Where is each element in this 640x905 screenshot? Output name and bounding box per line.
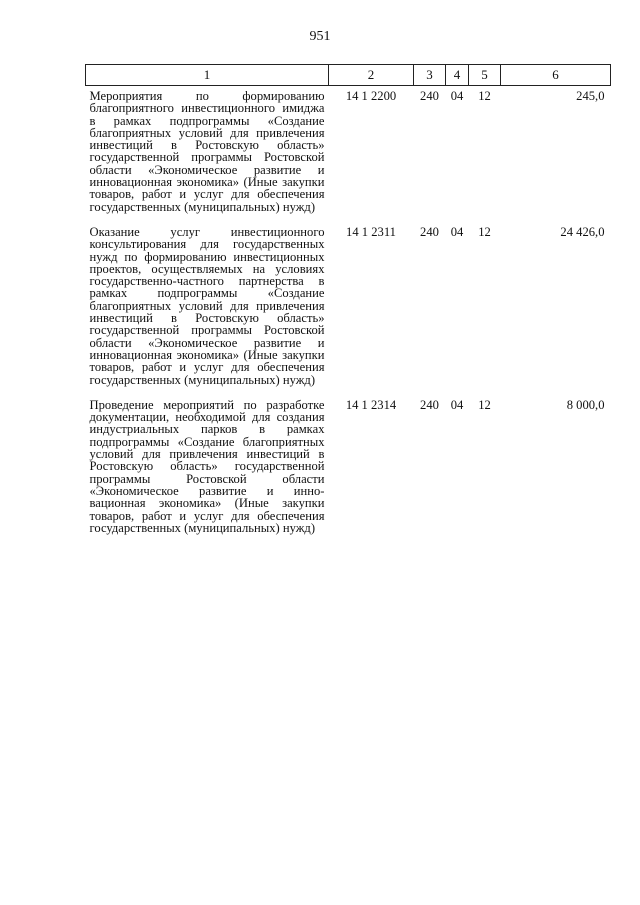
page-number: 951 — [309, 29, 331, 44]
row-code: 14 1 2314 — [345, 397, 397, 412]
row-code: 14 1 2311 — [346, 224, 396, 239]
row-subsection: 12 — [478, 224, 491, 239]
table-row — [86, 86, 611, 226]
budget-table — [85, 64, 611, 538]
row-amount: 24 426,0 — [560, 224, 605, 239]
table-header-row — [86, 65, 611, 86]
table-row — [86, 399, 611, 538]
column-header-2: 2 — [329, 65, 414, 86]
column-header-6: 6 — [501, 65, 611, 86]
row-amount: 245,0 — [576, 89, 605, 103]
column-header-4: 4 — [446, 65, 469, 86]
row-description: Оказание услуг инвестиционного консультирования для государственных нужд по формированию инвестиционных проектов, осуществляемых на условиях государственно-частного партнерства в рамках подпрограммы «Создание благоприятных условий для привлечения инвестиций в Ростовскую область» государственной программы Ростовской области «Экономическое развитие и инновационная экономика» (Иные закупки товаров, работ и услуг для обеспечения государственных (муниципальных) нужд) — [89, 224, 325, 387]
row-expense-type: 240 — [420, 89, 439, 103]
row-section: 04 — [450, 397, 464, 412]
row-amount: 8 000,0 — [566, 397, 605, 412]
row-expense-type: 240 — [420, 397, 439, 412]
row-description: Проведение мероприятий по разработке документации, необходимой для создания индустриальных парков в рамках подпрограммы «Создание благоприятных условий для привлечения инвестиций в Ростовскую область» государственной программы Ростовской области «Экономическое развитие и инновационная экономика» (Иные закупки товаров, работ и услуг для обеспечения государственных (муниципальных) нужд) — [89, 397, 325, 535]
row-section: 04 — [450, 224, 464, 239]
column-header-1: 1 — [86, 65, 329, 86]
table-row — [86, 226, 611, 399]
row-subsection: 12 — [478, 89, 491, 103]
row-section: 04 — [450, 89, 464, 103]
row-code: 14 1 2200 — [345, 89, 397, 103]
row-expense-type: 240 — [420, 224, 439, 239]
column-header-3: 3 — [414, 65, 446, 86]
row-description: Мероприятия по формированию благоприятного инвестиционного имиджа в рамках подпрограммы «Создание благоприятных условий для привлечения инвестиций в Ростовскую область» государственной программы Ростовской области «Экономическое развитие и инновационная экономика» (Иные закупки товаров, работ и услуг для обеспечения государственных (муниципальных) нужд) — [89, 89, 325, 214]
column-header-5: 5 — [469, 65, 501, 86]
row-subsection: 12 — [478, 397, 491, 412]
